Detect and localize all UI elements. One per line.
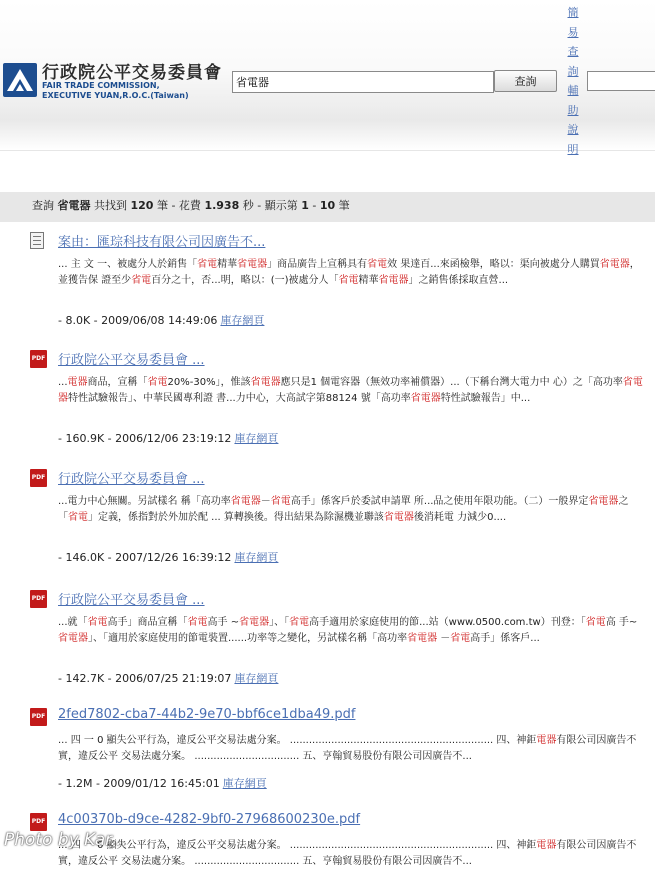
summary-found-prefix: 共找到 (94, 199, 127, 212)
summary-range-end: 10 (319, 199, 336, 212)
snippet-highlight: 省電器 (58, 633, 88, 644)
snippet-highlight: 省電器 (599, 259, 630, 270)
snippet-highlight: 省電 (197, 259, 218, 270)
snippet-text: ... 主 文 一、被處分人於銷售「 (58, 259, 198, 270)
header-bar (0, 0, 655, 156)
snippet-text: ... (58, 377, 68, 388)
result-title-link[interactable]: 行政院公平交易委員會 ... (58, 353, 205, 368)
org-english-name (42, 81, 189, 101)
snippet-highlight: 省電器 (237, 259, 268, 270)
cached-page-link[interactable]: 庫存網頁 (234, 432, 279, 445)
text-document-icon (30, 232, 44, 249)
search-button[interactable]: 查詢 (494, 70, 557, 92)
snippet-highlight: 電器 (536, 840, 557, 851)
snippet-highlight: 省電 (147, 377, 168, 388)
snippet-highlight: 省電器 (407, 633, 438, 644)
snippet-text: 高手」商品宣稱「 (107, 617, 188, 628)
snippet-text: － (260, 496, 271, 507)
snippet-text: 」、「 (269, 617, 290, 628)
summary-range-sep: - (312, 199, 317, 212)
org-name: 行政院公平交易委員會 (42, 63, 222, 83)
result-summary (0, 192, 655, 222)
snippet-highlight: 省電器 (239, 617, 270, 628)
result-title-link[interactable]: 行政院公平交易委員會 ... (58, 472, 205, 487)
result-meta (58, 549, 278, 565)
result-meta (58, 670, 278, 686)
result-title-link[interactable]: 行政院公平交易委員會 ... (58, 593, 205, 608)
snippet-highlight: 省電 (270, 496, 291, 507)
snippet-highlight: 省電器 (410, 393, 441, 404)
org-english-line-2: EXECUTIVE YUAN,R.O.C.(Taiwan) (42, 91, 189, 100)
pdf-icon: PDF (30, 350, 47, 368)
snippet-highlight: 電器 (67, 377, 88, 388)
summary-range-start: 1 (301, 199, 309, 212)
summary-prefix: 查詢 (32, 199, 54, 212)
snippet-text: 有限公司因廣告不實，違反公平 交易法處分案。 ................................. 五、亨翰貿易股份有限公司因廣告不... (58, 840, 637, 867)
result-snippet (58, 733, 643, 765)
result-snippet (58, 838, 643, 870)
result-meta (58, 312, 264, 328)
result-size-date: - 1.2M - 2009/01/12 16:45:01 (58, 777, 220, 790)
snippet-highlight: 省電 (338, 275, 359, 286)
summary-time-unit: 秒 - 顯示第 (242, 199, 298, 212)
pdf-icon: PDF (30, 469, 47, 487)
snippet-text: 百分之十，否...明，略以：(一)被處分人「 (151, 275, 339, 286)
snippet-text: 」、「適用於家庭使用的節電裝置......功率等之變化，另試樣名稱「高功率 (88, 633, 408, 644)
snippet-text: ... 四 一 0 顯失公平行為，違反公平交易法處分案。 ................................................................ 四、神鉅 (58, 840, 537, 851)
snippet-text: 之「 (58, 496, 629, 523)
snippet-text: － (437, 633, 451, 644)
snippet-text: 精華 (358, 275, 379, 286)
snippet-highlight: 省電 (187, 617, 208, 628)
snippet-text: 」商品廣告上宣稱具有 (267, 259, 368, 270)
snippet-highlight: 省電 (450, 633, 471, 644)
snippet-highlight: 省電器 (250, 377, 281, 388)
result-title-link[interactable]: 2fed7802-cba7-44b2-9e70-bbf6ce1dba49.pdf (58, 707, 356, 722)
snippet-text: 有限公司因廣告不實，違反公平 交易法處分案。 ................................. 五、亨翰貿易股份有限公司因廣告不... (58, 735, 637, 762)
snippet-highlight: 省電器 (588, 496, 619, 507)
snippet-text: 高手適用於家庭使用的節...站（www.0500.com.tw）刊登：「 (309, 617, 586, 628)
snippet-text: 應只是1 個電容器（無效功率補償器）...（下稱台灣大電力中 心）之「高功率 (280, 377, 623, 388)
secondary-input[interactable] (587, 71, 655, 91)
photo-watermark: Photo by Kar... (4, 830, 127, 850)
snippet-text: 效 果達百...來函檢舉，略以：渠向被處分人購買 (387, 259, 600, 270)
result-size-date: - 8.0K - 2009/06/08 14:49:06 (58, 314, 218, 327)
snippet-text: 精華 (217, 259, 238, 270)
snippet-text: 」之銷售係採取直營... (408, 275, 509, 286)
result-snippet (58, 494, 643, 526)
snippet-text: 商品，宣稱「 (87, 377, 148, 388)
snippet-text: 高手」係客戶於委試申請單 所...品之使用年限功能。（二）一般界定 (290, 496, 589, 507)
result-snippet (58, 375, 643, 407)
org-english-line-1: FAIR TRADE COMMISSION, (42, 81, 160, 90)
snippet-highlight: 省電器 (230, 496, 261, 507)
snippet-highlight: 省電器 (378, 275, 409, 286)
summary-time: 1.938 (204, 199, 240, 212)
snippet-highlight: 電器 (536, 735, 557, 746)
snippet-highlight: 省電 (367, 259, 388, 270)
cached-page-link[interactable]: 庫存網頁 (234, 672, 279, 685)
help-link[interactable]: 簡易查詢輔助說明 (567, 6, 579, 156)
snippet-text: ，並獲告保 證至少 (58, 259, 640, 286)
result-size-date: - 146.0K - 2007/12/26 16:39:12 (58, 551, 232, 564)
snippet-highlight: 省電 (87, 617, 108, 628)
search-input[interactable] (232, 71, 494, 93)
snippet-highlight: 省電器 (383, 512, 414, 523)
snippet-highlight: 省電器 (58, 377, 643, 404)
summary-range-unit: 筆 (338, 199, 350, 212)
snippet-text: 高 手~ (605, 617, 638, 628)
snippet-text: 特性試驗報告」、中華民國專利證 書...力中心，大高試字第88124 號「高功率 (68, 393, 411, 404)
snippet-text: 20%-30%」，惟該 (167, 377, 251, 388)
snippet-text: 高手」係客戶... (470, 633, 540, 644)
snippet-highlight: 省電 (131, 275, 152, 286)
result-snippet (58, 615, 643, 647)
snippet-highlight: 省電 (585, 617, 606, 628)
result-title-link[interactable]: 4c00370b-d9ce-4282-9bf0-27968600230e.pdf (58, 812, 361, 827)
cached-page-link[interactable]: 庫存網頁 (222, 777, 267, 790)
summary-count: 120 (130, 199, 154, 212)
snippet-highlight: 省電 (68, 512, 88, 523)
cached-page-link[interactable]: 庫存網頁 (234, 551, 279, 564)
cached-page-link[interactable]: 庫存網頁 (220, 314, 265, 327)
result-title-link[interactable]: 案由：匯琮科技有限公司因廣告不... (58, 235, 266, 250)
snippet-highlight: 省電 (289, 617, 310, 628)
pdf-icon: PDF (30, 590, 47, 608)
snippet-text: ...電力中心無關。另試樣名 稱「高功率 (58, 496, 231, 507)
snippet-text: 高手 ~ (207, 617, 240, 628)
snippet-text: 後消耗電 力減少0.... (413, 512, 507, 523)
result-size-date: - 142.7K - 2006/07/25 21:19:07 (58, 672, 232, 685)
snippet-text: 特性試驗報告」中... (440, 393, 531, 404)
ftc-logo-icon (3, 63, 37, 97)
snippet-text: 」定義，係指對於外加於配 ... 算轉換後。得出結果為除濕機並聯該 (88, 512, 384, 523)
snippet-text: ...就「 (58, 617, 88, 628)
pdf-icon: PDF (30, 708, 47, 726)
summary-query: 省電器 (57, 199, 91, 212)
snippet-text: ... 四 一 0 顯失公平行為，違反公平交易法處分案。 ................................................................ 四、神鉅 (58, 735, 537, 746)
result-meta (58, 430, 278, 446)
summary-count-unit: 筆 - 花費 (156, 199, 201, 212)
result-size-date: - 160.9K - 2006/12/06 23:19:12 (58, 432, 232, 445)
result-snippet (58, 257, 643, 289)
pdf-icon: PDF (30, 813, 47, 831)
result-meta (58, 775, 267, 791)
